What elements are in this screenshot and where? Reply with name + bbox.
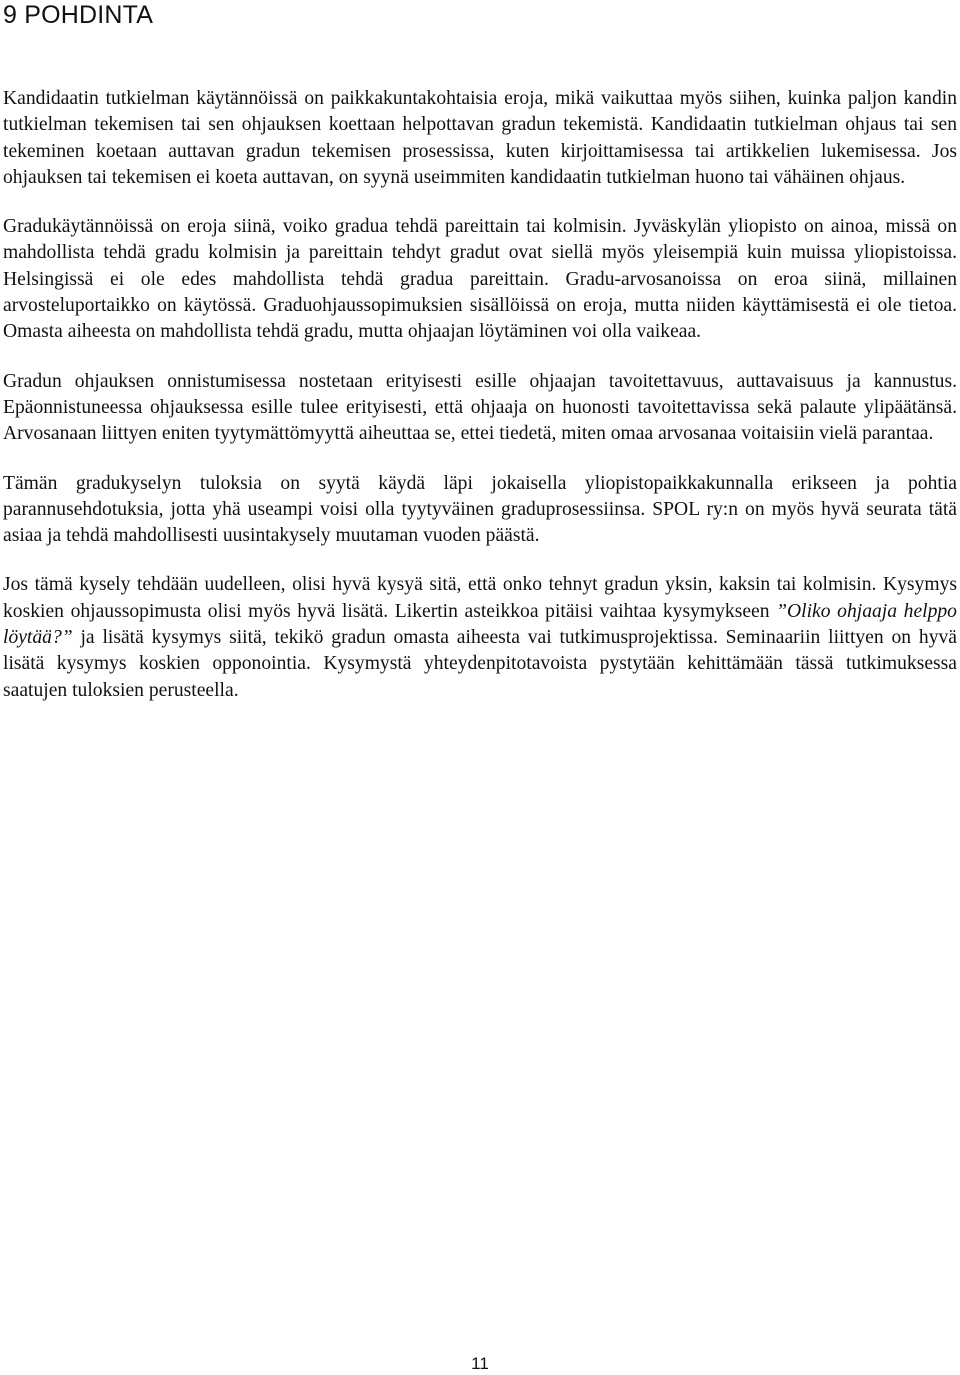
body-text bbox=[3, 86, 957, 704]
paragraph-uusintakysely-before: Jos tämä kysely tehdään uudelleen, olisi hyvä kysyä sitä, että onko tehnyt gradun yksin, kaksin tai kolmisin. Kysymys koskien ohjaussopimusta olisi myös hyvä lisätä. Likertin asteikkoa pitäisi vaihtaa kysymykseen bbox=[3, 574, 957, 622]
paragraph-gradukaytannot: Gradukäytännöissä on eroja siinä, voiko gradua tehdä pareittain tai kolmisin. Jyväskylän yliopisto on ainoa, missä on mahdollista tehdä gradu kolmisin ja pareittain tehdyt gradut ovat siellä myös yleisempiä kuin muissa yliopistoissa. Helsingissä ei ole edes mahdollista tehdä gradua pareittain. Gradu-arvosanoissa on eroa siinä, millainen arvosteluportaikko on käytössä. Graduohjaussopimuksien sisällöissä on eroja, mutta niiden käyttämisestä ei ole tietoa. Omasta aiheesta on mahdollista tehdä gradu, mutta ohjaajan löytäminen voi olla vaikeaa. bbox=[3, 216, 957, 343]
paragraph-gradukysely-tulokset: Tämän gradukyselyn tuloksia on syytä käydä läpi jokaisella yliopistopaikkakunnalla erikseen ja pohtia parannusehdotuksia, jotta yhä useampi voisi olla tyytyväinen graduprosessiinsa. SPOL ry:n on myös hyvä seurata tätä asiaa ja tehdä mahdollisesti uusintakysely muutaman vuoden päästä. bbox=[3, 472, 957, 547]
section-heading: 9 POHDINTA bbox=[3, 1, 154, 29]
paragraph-kandidaatin-tutkielma: Kandidaatin tutkielman käytännöissä on paikkakuntakohtaisia eroja, mikä vaikuttaa myös siihen, kuinka paljon kandin tutkielman tekemisen tai sen ohjauksen koettaan helpottavan gradun tekemistä. Kandidaatin tutkielman ohjaus tai sen tekeminen koetaan auttavan gradun tekemisen prosessissa, kuten kirjoittamisessa tai artikkelien lukemisessa. Jos ohjauksen tai tekemisen ei koeta auttavan, on syynä useimmiten kandidaatin tutkielman huono tai vähäinen ohjaus. bbox=[3, 88, 957, 188]
page-number: 11 bbox=[471, 1354, 489, 1373]
paragraph-uusintakysely bbox=[3, 572, 957, 703]
paragraph-uusintakysely-after: ja lisätä kysymys siitä, tekikö gradun omasta aiheesta vai tutkimusprojektissa. Seminaariin liittyen on hyvä lisätä kysymys koskien opponointia. Kysymystä yhteydenpitotavoista pystytään kehittämään tässä tutkimuksessa saatujen tuloksien perusteella. bbox=[3, 627, 957, 701]
paragraph-uusintakysely-question: ”Oliko ohjaaja helppo löytää?” bbox=[3, 600, 957, 649]
paragraph-gradun-ohjaus: Gradun ohjauksen onnistumisessa nostetaan erityisesti esille ohjaajan tavoitettavuus, auttavaisuus ja kannustus. Epäonnistuneessa ohjauksessa esille tulee erityisesti, että ohjaaja on huonosti tavoitettavissa sekä palaute ylipäätänsä. Arvosanaan liittyen eniten tyytymättömyyttä aiheuttaa se, ettei tiedetä, miten omaa arvosanaa voitaisiin vielä parantaa. bbox=[3, 370, 957, 445]
